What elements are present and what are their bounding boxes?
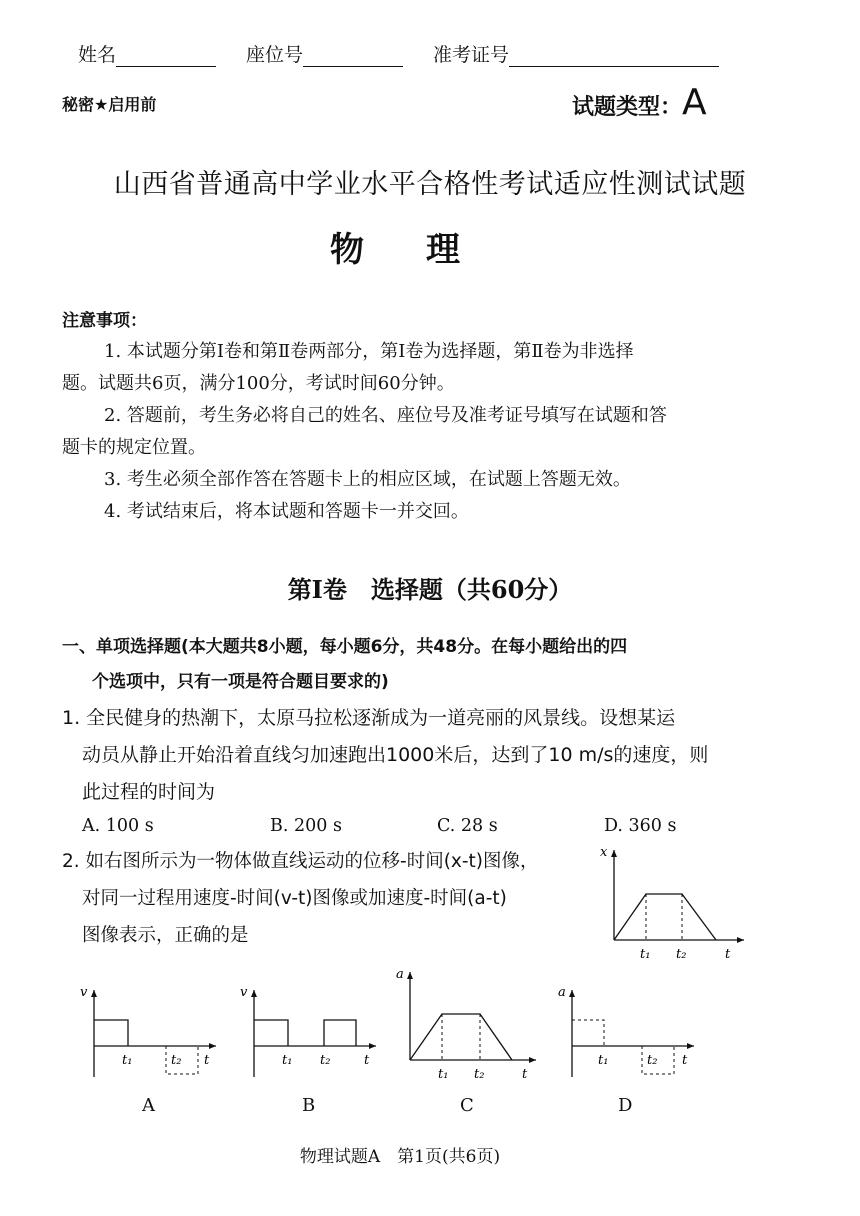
graph-d-x-label: t (682, 1053, 688, 1068)
part-instructions (62, 630, 627, 700)
graph-c-label[interactable]: C (460, 1095, 474, 1116)
paper-type-value: A (682, 82, 707, 123)
name-label: 姓名 (78, 44, 117, 66)
note-item-cont: 题卡的规定位置。 (62, 437, 206, 458)
part-line-1: 一、单项选择题(本大题共8小题，每小题6分，共48分。在每小题给出的四 (62, 637, 628, 657)
main-graph-x-label: t (725, 947, 731, 962)
q2-option-graph-b[interactable] (236, 982, 386, 1082)
part-line-2: 个选项中，只有一项是符合题目要求的) (92, 672, 389, 692)
graph-b-t1-label: t₁ (282, 1053, 293, 1068)
q1-option-c[interactable]: C. 28 s (437, 816, 498, 836)
q1-line-2: 动员从静止开始沿着直线匀加速跑出1000米后，达到了10 m/s的速度，则 (82, 744, 709, 766)
note-item-cont: 题。试题共6页，满分100分，考试时间60分钟。 (62, 373, 455, 394)
exam-title: 山西省普通高中学业水平合格性考试适应性测试试题 (113, 169, 747, 200)
graph-b-label[interactable]: B (302, 1095, 316, 1116)
note-item: 2. 答题前，考生务必将自己的姓名、座位号及准考证号填写在试题和答 (104, 405, 667, 426)
exam-id-field (433, 40, 719, 67)
note-item: 1. 本试题分第Ⅰ卷和第Ⅱ卷两部分，第Ⅰ卷为选择题，第Ⅱ卷为非选择 (104, 341, 634, 362)
question-1 (62, 700, 708, 811)
notes-list (62, 336, 762, 528)
graph-d-t2-label: t₂ (647, 1053, 658, 1068)
graph-b-x-label: t (364, 1053, 370, 1068)
graph-a-t1-label: t₁ (122, 1053, 133, 1068)
q2-option-graph-a[interactable] (76, 982, 226, 1082)
graph-a-t2-label: t₂ (171, 1053, 182, 1068)
q1-option-d[interactable]: D. 360 s (604, 816, 677, 836)
exam-id-blank[interactable] (509, 48, 719, 67)
q2-option-graph-c[interactable] (396, 966, 546, 1082)
seat-label: 座位号 (246, 44, 304, 66)
notes-heading: 注意事项： (62, 311, 147, 331)
page-footer: 物理试题A 第1页(共6页) (299, 1147, 501, 1167)
graph-a-y-label: v (80, 985, 88, 1000)
exam-id-label: 准考证号 (433, 44, 510, 66)
q1-option-b[interactable]: B. 200 s (270, 816, 342, 836)
graph-c-y-label: a (396, 967, 404, 982)
graph-d-t1-label: t₁ (598, 1053, 609, 1068)
note-item: 3. 考生必须全部作答在答题卡上的相应区域，在试题上答题无效。 (104, 469, 631, 490)
subject-title: 物理 (330, 230, 522, 270)
q2-line-1: 2. 如右图所示为一物体做直线运动的位移-时间(x-t)图像， (62, 851, 539, 872)
q1-line-3: 此过程的时间为 (82, 781, 216, 803)
main-graph-y-label: x (600, 845, 608, 860)
graph-c-x-label: t (522, 1067, 528, 1082)
main-graph-t2-label: t₂ (676, 947, 687, 962)
name-blank[interactable] (116, 48, 216, 67)
q1-option-a[interactable]: A. 100 s (82, 816, 154, 836)
q2-line-3: 图像表示，正确的是 (82, 925, 249, 946)
q1-line-1: 1. 全民健身的热潮下，太原马拉松逐渐成为一道亮丽的风景线。设想某运 (62, 707, 676, 729)
paper-type (572, 82, 707, 123)
graph-c-t2-label: t₂ (474, 1067, 485, 1082)
q2-main-graph (600, 842, 750, 964)
note-item: 4. 考试结束后，将本试题和答题卡一并交回。 (104, 501, 469, 522)
seat-blank[interactable] (303, 48, 403, 67)
secret-label: 秘密★启用前 (62, 95, 157, 114)
name-field (78, 40, 216, 67)
seat-field (246, 40, 403, 67)
q2-line-2: 对同一过程用速度-时间(v-t)图像或加速度-时间(a-t) (82, 888, 507, 909)
paper-type-label: 试题类型： (572, 95, 683, 120)
graph-a-x-label: t (204, 1053, 210, 1068)
q2-option-graph-d[interactable] (554, 982, 704, 1082)
graph-a-label[interactable]: A (142, 1095, 155, 1116)
section-title: 第Ⅰ卷 选择题（共60分） (287, 575, 573, 604)
main-graph-t1-label: t₁ (640, 947, 651, 962)
graph-b-y-label: v (240, 985, 248, 1000)
question-2 (62, 843, 539, 954)
graph-c-t1-label: t₁ (438, 1067, 449, 1082)
graph-d-y-label: a (558, 985, 566, 1000)
graph-b-t2-label: t₂ (320, 1053, 331, 1068)
graph-d-label[interactable]: D (618, 1095, 633, 1116)
